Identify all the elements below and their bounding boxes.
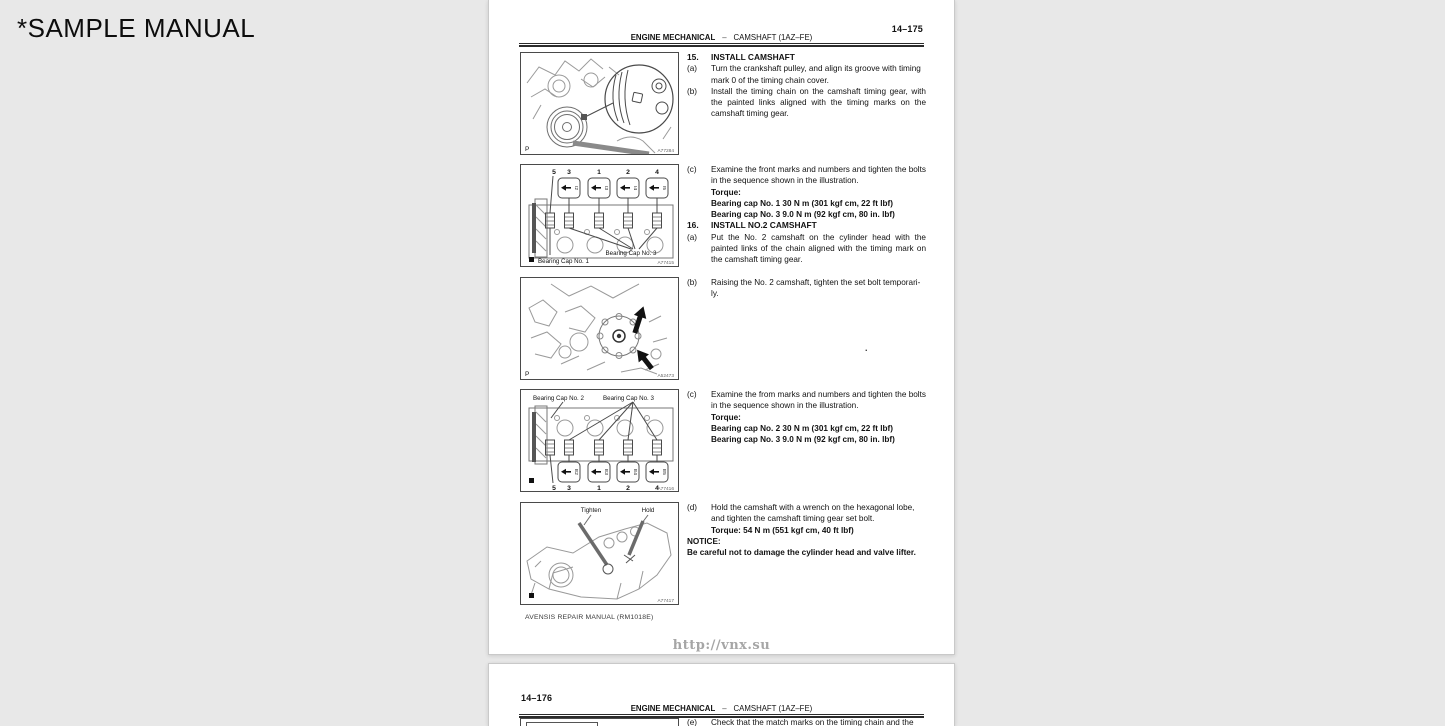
instruction-block-partial (687, 717, 926, 726)
step-item: (b) Install the timing chain on the camshaft timing gear, with the painted links aligned with the timing marks on the camshaft timing gear. (687, 86, 926, 119)
bearing-cap-3-label: Bearing Cap No. 3 (605, 250, 657, 257)
figure-bearing-caps-no1 (520, 164, 679, 267)
sequence-number: 3 (567, 485, 571, 491)
manual-page-2 (488, 663, 955, 726)
bearing-cap-1-label: Bearing Cap No. 1 (538, 258, 589, 265)
page-number: 14–176 (521, 693, 553, 703)
manual-page-1 (488, 0, 955, 655)
sequence-number: 1 (597, 169, 601, 176)
torque-spec: Bearing cap No. 2 30 N m (301 kgf cm, 22 ft lbf) (711, 423, 893, 433)
header-subsection: CAMSHAFT (1AZ–FE) (733, 704, 813, 713)
figure-corner-mark (529, 593, 534, 598)
header-section: ENGINE MECHANICAL (630, 704, 716, 713)
cap-mark: E3 (603, 469, 608, 475)
step-heading: 15. INSTALL CAMSHAFT (687, 52, 795, 62)
crankshaft-pulley-drawing (521, 53, 678, 154)
figure-raise-camshaft (520, 277, 679, 380)
header-section: ENGINE MECHANICAL (630, 33, 716, 42)
sequence-number: 4 (655, 485, 659, 491)
figure-id: A52473 (657, 374, 674, 379)
figure-corner-mark: P (525, 146, 530, 153)
sequence-number: 3 (567, 169, 571, 176)
sequence-number: 5 (552, 485, 556, 491)
figure-id: A77284 (657, 149, 674, 154)
cap-mark: E5 (661, 469, 666, 475)
step-item: (a) Turn the crankshaft pulley, and align its groove with timing mark 0 of the timing chain cover. (687, 64, 921, 85)
torque-heading: Torque: (711, 412, 741, 422)
cap-mark: E2 (573, 469, 578, 475)
figure-bearing-caps-no2 (520, 389, 679, 492)
figure-corner-mark (529, 257, 534, 262)
sample-manual-overlay: *SAMPLE MANUAL (17, 13, 256, 43)
header-subsection: CAMSHAFT (1AZ–FE) (733, 33, 813, 42)
figure-id: A77415 (657, 261, 674, 266)
header-rule (519, 714, 924, 715)
step-heading: 16. INSTALL NO.2 CAMSHAFT (687, 220, 817, 231)
stray-dot: . (865, 343, 868, 353)
sequence-number: 2 (626, 169, 630, 176)
sequence-number: 2 (626, 485, 630, 491)
manual-footer: AVENSIS REPAIR MANUAL (RM1018E) (525, 614, 654, 621)
instruction-block-install-camshaft (687, 52, 926, 120)
figure-corner-mark: P (525, 371, 530, 378)
notice-heading: NOTICE: (687, 536, 721, 546)
bearing-caps-drawing (521, 165, 678, 266)
figure-id: A77417 (657, 599, 674, 604)
sequence-number: 4 (655, 169, 659, 176)
step-item: (b) Raising the No. 2 camshaft, tighten the set bolt temporari- ly. (687, 278, 921, 299)
watermark: http://vnx.su (672, 638, 771, 653)
step-item: (e) Check that the match marks on the timing chain and the (687, 718, 914, 726)
bold-arrow-icon (629, 304, 657, 372)
page-header (489, 704, 954, 713)
raise-camshaft-drawing (521, 278, 678, 379)
instruction-block-gear-bolt (687, 502, 926, 558)
header-rule (519, 43, 924, 44)
instruction-block-raise-camshaft (687, 277, 926, 300)
cap-mark: E4 (632, 469, 637, 475)
header-rule (519, 45, 924, 47)
figure-tighten-hold (520, 502, 679, 605)
bearing-caps-no2-drawing (521, 390, 678, 491)
bearing-cap-2-label: Bearing Cap No. 2 (533, 395, 584, 402)
page-number: 14–175 (891, 24, 923, 34)
sequence-number: 5 (552, 169, 556, 176)
tighten-label: Tighten (580, 507, 602, 514)
step-item: (c) Examine the from marks and numbers and tighten the bolts in the sequence shown in the illustration. (687, 390, 926, 411)
sequence-number: 1 (597, 485, 601, 491)
torque-spec: Bearing cap No. 1 30 N m (301 kgf cm, 22 ft lbf) (711, 198, 893, 208)
figure-corner-mark (529, 478, 534, 483)
cap-mark: I4 (632, 185, 637, 191)
bearing-cap-3-label: Bearing Cap No. 3 (603, 395, 654, 402)
figure-partial (520, 718, 679, 726)
hold-label: Hold (641, 507, 655, 514)
cap-mark: I2 (573, 185, 578, 191)
instruction-block-sequence-no2 (687, 389, 926, 445)
header-separator: – (722, 33, 727, 42)
torque-spec: Torque: 54 N m (551 kgf cm, 40 ft lbf) (711, 525, 854, 535)
figure-inner-frame (526, 722, 598, 726)
torque-heading: Torque: (711, 187, 741, 197)
figure-crankshaft-pulley (520, 52, 679, 155)
notice-text: Be careful not to damage the cylinder head and valve lifter. (687, 548, 916, 558)
torque-spec: Bearing cap No. 3 9.0 N m (92 kgf cm, 80 in. lbf) (711, 210, 895, 220)
step-item: (d) Hold the camshaft with a wrench on the hexagonal lobe, and tighten the camshaft timing gear set bolt. (687, 503, 915, 524)
page-header (489, 33, 954, 42)
cap-mark: I3 (603, 185, 608, 191)
torque-spec: Bearing cap No. 3 9.0 N m (92 kgf cm, 80 in. lbf) (711, 435, 895, 445)
figure-id: A77416 (657, 487, 674, 491)
tighten-hold-drawing (521, 503, 678, 604)
header-separator: – (722, 704, 727, 713)
cap-mark: I5 (661, 185, 666, 191)
instruction-block-sequence-no1 (687, 164, 926, 266)
step-item: (c) Examine the front marks and numbers and tighten the bolts in the sequence shown in the illustration. (687, 165, 926, 186)
step-item: (a) Put the No. 2 camshaft on the cylinder head with the painted links of the chain aligned with the timing mark on the camshaft timing gear. (687, 232, 926, 265)
